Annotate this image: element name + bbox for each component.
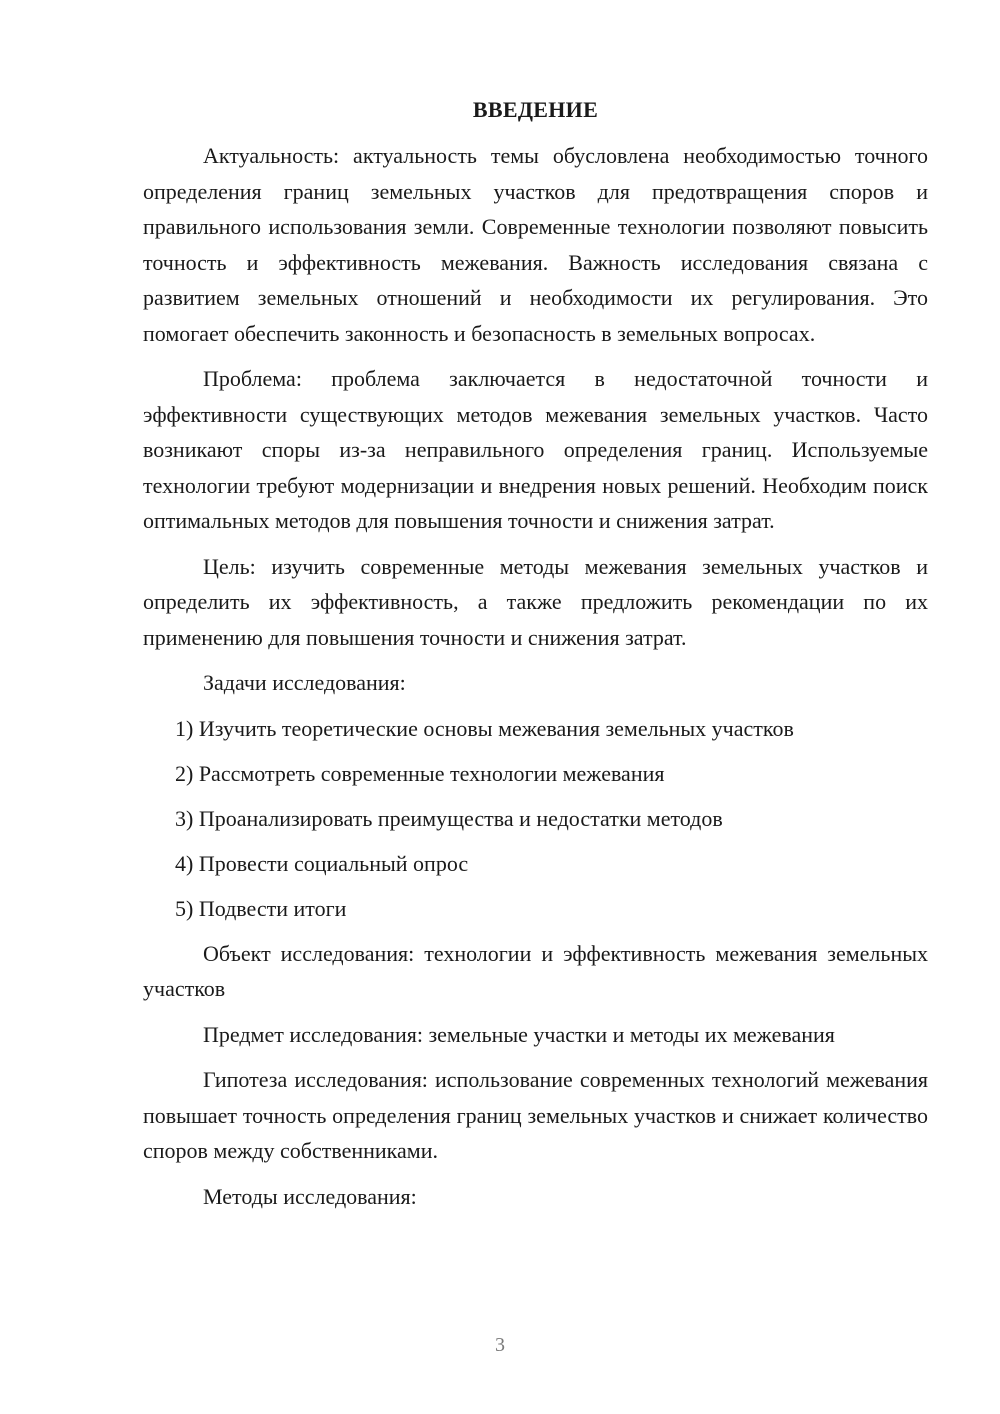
list-item: 5) Подвести итоги [175, 895, 347, 921]
list-item: 2) Рассмотреть современные технологии межевания [175, 760, 665, 786]
list-item: 1) Изучить теоретические основы межевания земельных участков [175, 715, 794, 741]
relevance-paragraph: Актуальность: актуальность темы обусловлена необходимостью точного определения границ земельных участков для предотвращения споров и правильного использования земли. Современные технологии позволяют повысить точность и эффективность межевания. Важность исследования связана с развитием земельных отношений и необходимости их регулирования. Это помогает обеспечить законность и безопасность в земельных вопросах. [143, 143, 928, 346]
section-title: ВВЕДЕНИЕ [472, 97, 599, 122]
list-item: 4) Провести социальный опрос [175, 850, 469, 876]
list-item: 3) Проанализировать преимущества и недостатки методов [175, 805, 723, 831]
subject-paragraph: Предмет исследования: земельные участки и методы их межевания [203, 1021, 835, 1047]
hypothesis-paragraph: Гипотеза исследования: использование современных технологий межевания повышает точность определения границ земельных участков и снижает количество споров между собственниками. [143, 1067, 928, 1163]
goal-paragraph: Цель: изучить современные методы межевания земельных участков и определить их эффективность, а также предложить рекомендации по их применению для повышения точности и снижения затрат. [143, 553, 928, 650]
problem-paragraph: Проблема: проблема заключается в недостаточной точности и эффективности существующих методов межевания земельных участков. Часто возникают споры из-за неправильного определения границ. Используемые технологии требуют модернизации и внедрения новых решений. Необходим поиск оптимальных методов для повышения точности и снижения затрат. [143, 366, 928, 533]
page-number: 3 [495, 1334, 505, 1356]
methods-heading: Методы исследования: [203, 1183, 417, 1209]
object-paragraph: Объект исследования: технологии и эффективность межевания земельных участков [143, 940, 928, 1001]
page-content [143, 92, 928, 1224]
tasks-heading: Задачи исследования: [203, 670, 406, 695]
tasks-list [143, 711, 928, 927]
